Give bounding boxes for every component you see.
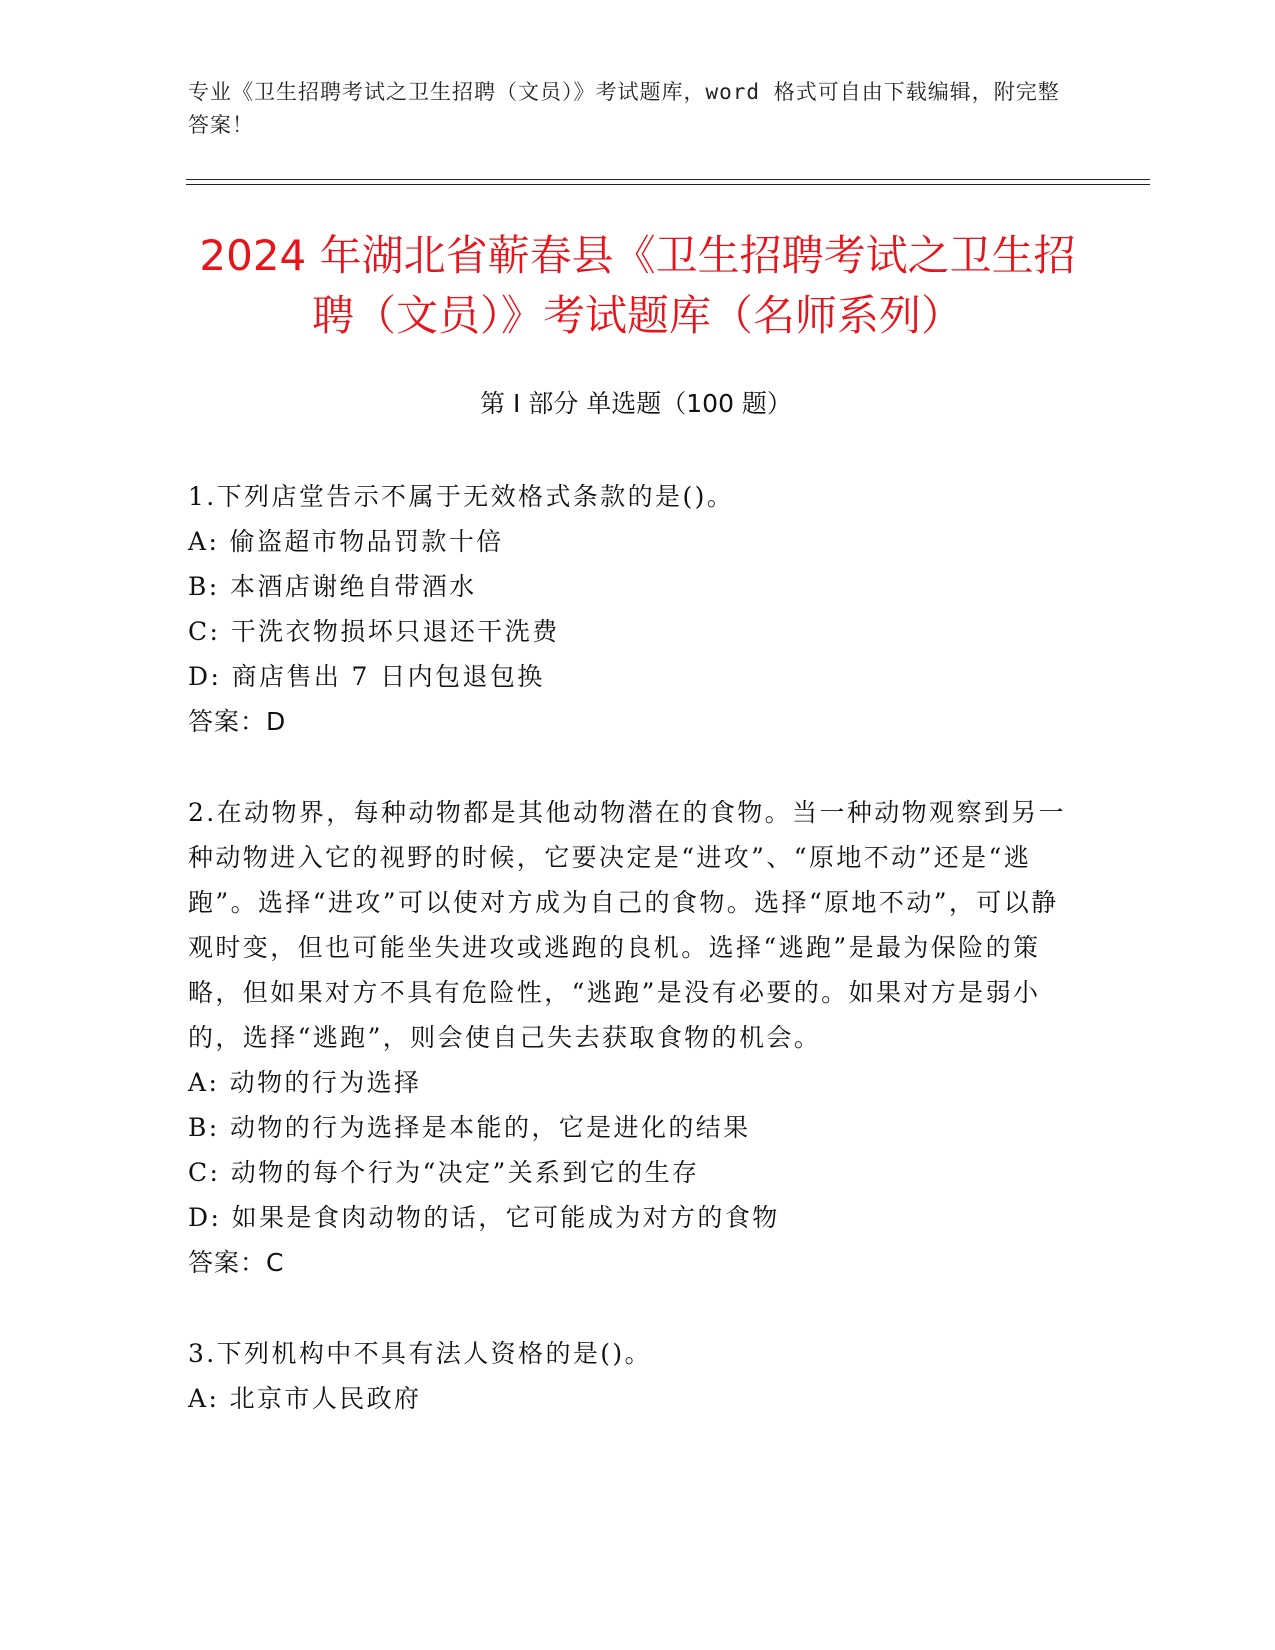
option-c: C: 动物的每个行为“决定”关系到它的生存 [188,1158,700,1187]
question-list [188,474,1068,1467]
document-title: 2024 年湖北省蕲春县《卫生招聘考试之卫生招聘（文员）》考试题库（名师系列） [199,231,1076,340]
header-rule-bottom [186,184,1150,185]
question-stem: 1.下列店堂告示不属于无效格式条款的是()。 [188,482,735,511]
question-3 [188,1331,1068,1421]
question-stem: 2.在动物界，每种动物都是其他动物潜在的食物。当一种动物观察到另一种动物进入它的视野的时候，它要决定是“进攻”、“原地不动”还是“逃跑”。选择“进攻”可以使对方成为自己的食物。选择“原地不动”，可以静观时变，但也可能坐失进攻或逃跑的良机。选择“逃跑”是最为保险的策略，但如果对方不具有危险性，“逃跑”是没有必要的。如果对方是弱小的，选择“逃跑”，则会使自己失去获取食物的机会。 [188,798,1067,1052]
header-rule-top [186,179,1150,180]
question-stem: 3.下列机构中不具有法人资格的是()。 [188,1339,652,1368]
option-c: C: 干洗衣物损坏只退还干洗费 [188,617,560,646]
option-b: B: 动物的行为选择是本能的，它是进化的结果 [188,1113,751,1142]
option-a: A: 动物的行为选择 [188,1068,422,1097]
option-d: D: 商店售出 7 日内包退包换 [188,662,545,691]
answer: 答案：D [188,707,287,736]
header-note: 专业《卫生招聘考试之卫生招聘（文员）》考试题库，word 格式可自由下载编辑，附完整答案！ [188,80,1060,137]
option-b: B: 本酒店谢绝自带酒水 [188,572,477,601]
option-d: D: 如果是食肉动物的话，它可能成为对方的食物 [188,1203,780,1232]
option-a: A: 北京市人民政府 [188,1384,422,1413]
question-2 [188,790,1068,1285]
question-1 [188,474,1068,744]
section-heading: 第 I 部分 单选题（100 题） [480,389,792,418]
answer: 答案：C [188,1248,285,1277]
option-a: A: 偷盗超市物品罚款十倍 [188,527,504,556]
